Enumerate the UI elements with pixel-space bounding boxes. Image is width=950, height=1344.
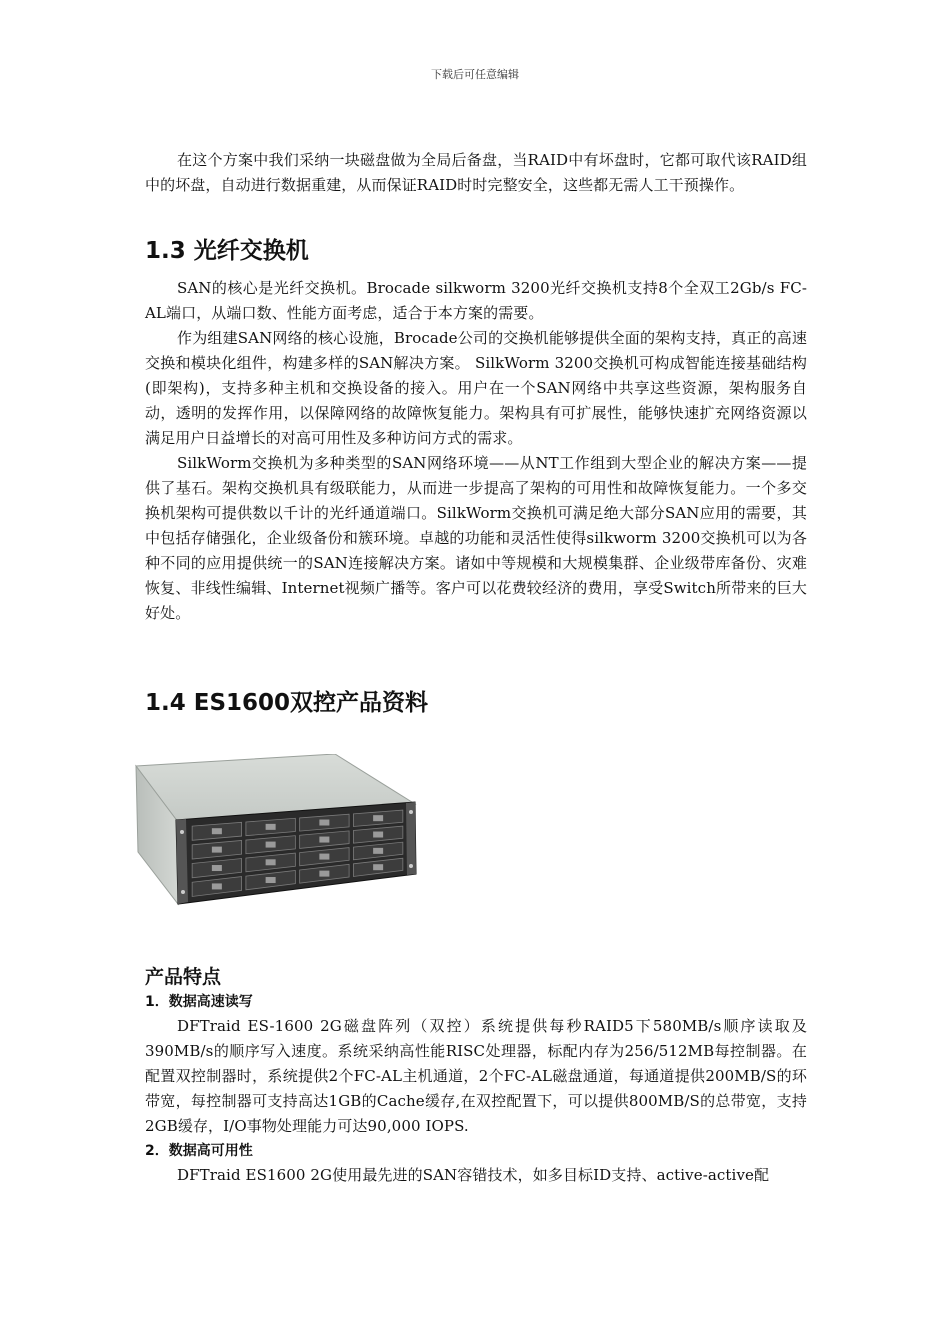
feature-paragraph-2: DFTraid ES1600 2G使用最先进的SAN容错技术，如多目标ID支持、active-active配 bbox=[177, 1166, 770, 1184]
section-1-3-paragraph-2: 作为组建SAN网络的核心设施，Brocade公司的交换机能够提供全面的架构支持，真正的高速交换和模块化组件，构建多样的SAN解决方案。 SilkWorm 3200交换机可构成智能连接基础结构(即架构)，支持多种主机和交换设备的接入。用户在一个SAN网络中共享这些资源，架构服务自动，透明的发挥作用，以保障网络的故障恢复能力。架构具有可扩展性，能够快速扩充网络资源以满足用户日益增长的对高可用性及多种访问方式的需求。 bbox=[145, 329, 807, 447]
disk-array-photo bbox=[130, 754, 420, 924]
section-1-3-paragraph-1: SAN的核心是光纤交换机。Brocade silkworm 3200光纤交换机支持8个全双工2Gb/s FC-AL端口，从端口数、性能方面考虑，适合于本方案的需要。 bbox=[145, 279, 807, 322]
drive-tray-handle bbox=[319, 837, 329, 843]
drive-tray-handle bbox=[373, 815, 383, 821]
drive-tray-handle bbox=[212, 828, 222, 834]
page-header: 下载后可任意编辑 bbox=[431, 68, 519, 81]
feature-heading-2: 2．数据高可用性 bbox=[145, 1143, 253, 1159]
drive-tray-handle bbox=[212, 847, 222, 853]
drive-tray-handle bbox=[373, 848, 383, 854]
section-1-3-paragraph-3: SilkWorm交换机为多种类型的SAN网络环境——从NT工作组到大型企业的解决方案——提供了基石。架构交换机具有级联能力，从而进一步提高了架构的可用性和故障恢复能力。一个多交换机架构可提供数以千计的光纤通道端口。SilkWorm交换机可满足绝大部分SAN应用的需要，其中包括存储强化，企业级备份和簇环境。卓越的功能和灵活性使得silkworm 3200交换机可以为各种不同的应用提供统一的SAN连接解决方案。诸如中等规模和大规模集群、企业级带库备份、灾难恢复、非线性编辑、Internet视频广播等。客户可以花费较经济的费用，享受Switch所带来的巨大好处。 bbox=[145, 454, 807, 622]
section-title-1-3: 1.3 光纤交换机 bbox=[145, 238, 309, 264]
drive-tray-handle bbox=[266, 824, 276, 830]
drive-tray-handle bbox=[212, 883, 222, 889]
drive-tray-handle bbox=[266, 842, 276, 848]
drive-tray-handle bbox=[319, 854, 329, 860]
intro-paragraph: 在这个方案中我们采纳一块磁盘做为全局后备盘，当RAID中有坏盘时，它都可取代该RAID组中的坏盘，自动进行数据重建，从而保证RAID时时完整安全，这些都无需人工干预操作。 bbox=[145, 151, 807, 194]
features-title: 产品特点 bbox=[145, 966, 222, 988]
drive-tray-handle bbox=[319, 820, 329, 826]
drive-tray-handle bbox=[266, 859, 276, 865]
document-body bbox=[145, 148, 807, 1188]
drive-tray-handle bbox=[212, 865, 222, 871]
drive-tray-handle bbox=[373, 832, 383, 838]
drive-tray-handle bbox=[373, 864, 383, 870]
drive-tray-handle bbox=[266, 877, 276, 883]
drive-tray-handle bbox=[319, 871, 329, 877]
section-title-1-4: 1.4 ES1600双控产品资料 bbox=[145, 690, 429, 716]
feature-heading-1: 1．数据高速读写 bbox=[145, 994, 253, 1010]
feature-paragraph-1: DFTraid ES-1600 2G磁盘阵列（双控）系统提供每秒RAID5下580MB/s顺序读取及390MB/s的顺序写入速度。系统采纳高性能RISC处理器，标配内存为256/512MB每控制器。在配置双控制器时，系统提供2个FC-AL主机通道，2个FC-AL磁盘通道，每通道提供200MB/S的环带宽，每控制器可支持高达1GB的Cache缓存,在双控配置下，可以提供800MB/S的总带宽，支持2GB缓存，I/O事物处理能力可达90,000 IOPS. bbox=[145, 1017, 807, 1135]
